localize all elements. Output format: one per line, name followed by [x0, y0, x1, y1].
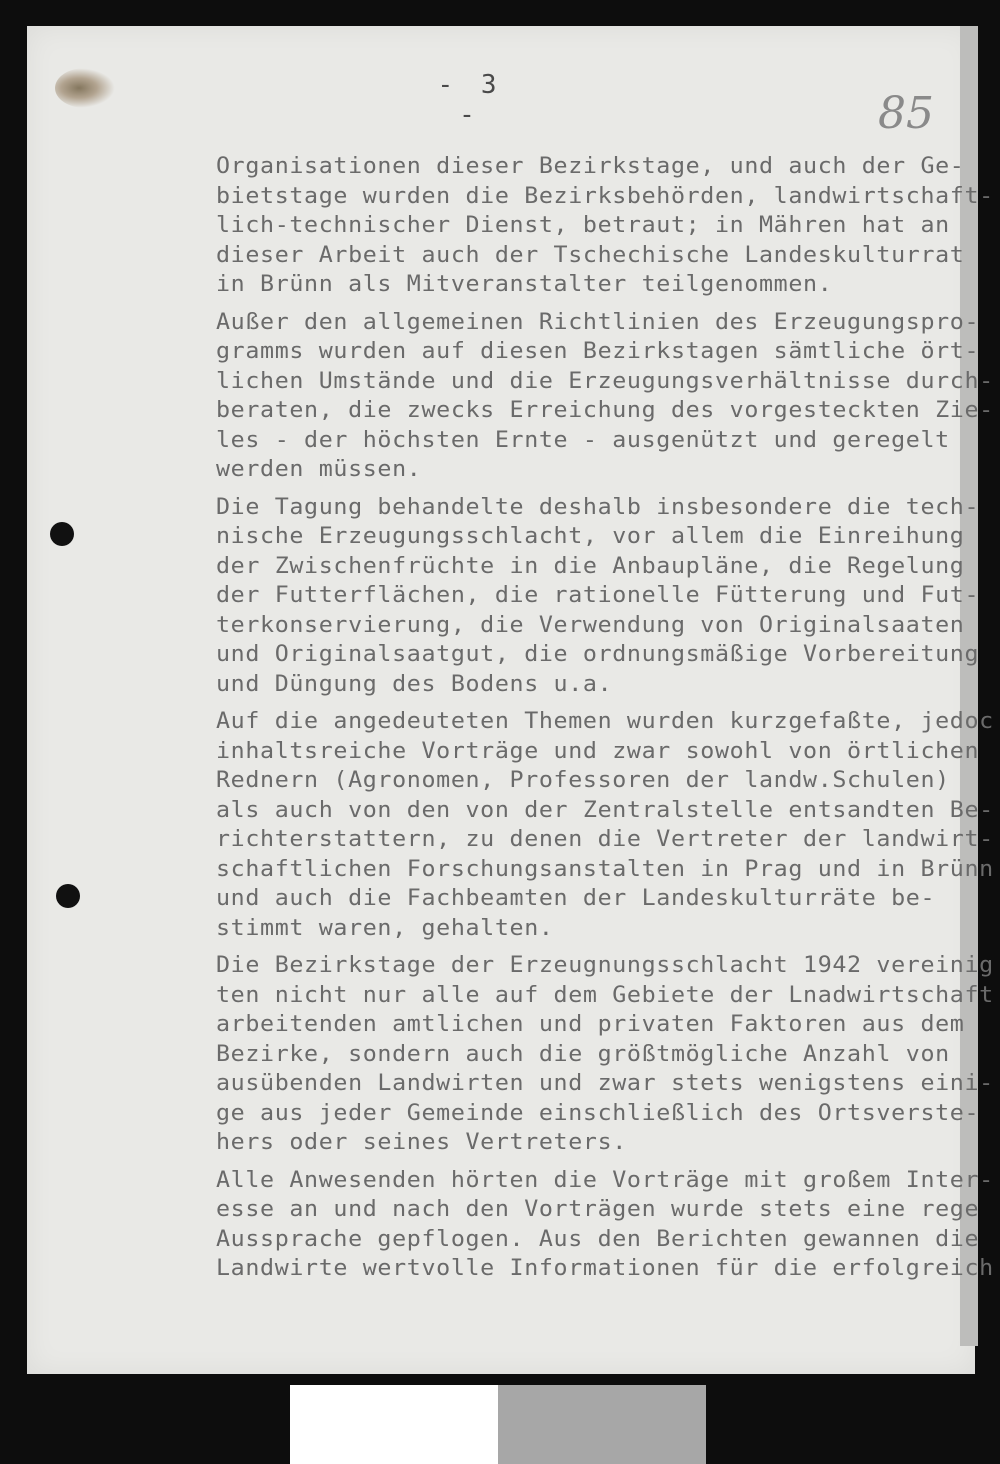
text-line: Alle Anwesenden hörten die Vorträge mit großem Inter-	[216, 1167, 994, 1193]
text-line: Aussprache gepflogen. Aus den Berichten gewannen die	[216, 1226, 980, 1252]
text-line: Landwirte wertvolle Informationen für die erfolgreich	[216, 1256, 994, 1281]
text-line: gramms wurden auf diesen Bezirkstagen sämtliche ört-	[216, 339, 980, 364]
text-line: Rednern (Agronomen, Professoren der landw.Schulen)	[216, 768, 950, 793]
text-line: lich-technischer Dienst, betraut; in Mähren hat an	[216, 213, 950, 238]
text-line: nische Erzeugungsschlacht, vor allem die Einreihung	[216, 524, 965, 549]
typewritten-body-text	[216, 152, 994, 1292]
text-line: der Zwischenfrüchte in die Anbaupläne, die Regelung	[216, 553, 965, 579]
text-line: der Futterflächen, die rationelle Fütterung und Fut-	[216, 583, 980, 608]
punch-hole-upper	[50, 522, 74, 546]
text-line: und Düngung des Bodens u.a.	[216, 671, 613, 697]
rust-stain	[55, 68, 115, 108]
text-line: stimmt waren, gehalten.	[216, 915, 554, 941]
text-line: inhaltsreiche Vorträge und zwar sowohl von örtlichen	[216, 738, 980, 764]
calibration-grey-patch	[498, 1385, 706, 1464]
text-line: Auf die angedeuteten Themen wurden kurzgefaßte, jedoc	[216, 709, 994, 734]
text-line: Außer den allgemeinen Richtlinien des Erzeugungspro-	[216, 309, 980, 335]
text-line: und auch die Fachbeamten der Landeskulturräte be-	[216, 886, 936, 911]
text-line: in Brünn als Mitveranstalter teilgenommen.	[216, 272, 833, 297]
text-line: und Originalsaatgut, die ordnungsmäßige Vorbereitung	[216, 642, 980, 667]
paragraph	[216, 308, 994, 485]
scanner-calibration-bar	[290, 1385, 706, 1464]
text-line: ge aus jeder Gemeinde einschließlich des Ortsverste-	[216, 1100, 980, 1126]
text-line: schaftlichen Forschungsanstalten in Prag und in Brünn	[216, 856, 994, 882]
text-line: bietstage wurden die Bezirksbehörden, landwirtschaft-	[216, 183, 994, 209]
text-line: dieser Arbeit auch der Tschechische Landeskulturrat	[216, 242, 965, 268]
punch-hole-lower	[56, 884, 80, 908]
text-line: terkonservierung, die Verwendung von Originalsaaten	[216, 612, 965, 638]
text-line: beraten, die zwecks Erreichung des vorgesteckten Zie-	[216, 398, 994, 423]
text-line: werden müssen.	[216, 457, 422, 482]
text-line: ten nicht nur alle auf dem Gebiete der Lnadwirtschaft	[216, 982, 994, 1008]
text-line: als auch von den von der Zentralstelle entsandten Be-	[216, 797, 994, 823]
text-line: Die Bezirkstage der Erzeugnungsschlacht 1942 vereinig	[216, 953, 994, 978]
handwritten-folio-number: 85	[878, 88, 934, 139]
paragraph	[216, 493, 986, 700]
text-line: Organisationen dieser Bezirkstage, und auch der Ge-	[216, 154, 965, 179]
text-line: esse an und nach den Vorträgen wurde stets eine rege	[216, 1197, 980, 1222]
text-line: Bezirke, sondern auch die größtmögliche Anzahl von	[216, 1041, 950, 1067]
paragraph	[216, 1166, 994, 1284]
paragraph	[216, 152, 994, 300]
page-number: - 3 -	[437, 70, 503, 130]
text-line: ausübenden Landwirten und zwar stets wenigstens eini-	[216, 1071, 994, 1096]
text-line: arbeitenden amtlichen und privaten Faktoren aus dem	[216, 1012, 965, 1037]
text-line: hers oder seines Vertreters.	[216, 1130, 627, 1155]
text-line: lichen Umstände und die Erzeugungsverhältnisse durch-	[216, 368, 994, 394]
text-line: les - der höchsten Ernte - ausgenützt und geregelt	[216, 427, 950, 453]
text-line: Die Tagung behandelte deshalb insbesondere die tech-	[216, 494, 980, 520]
paragraph	[216, 707, 994, 943]
paragraph	[216, 951, 994, 1158]
text-line: richterstattern, zu denen die Vertreter der landwirt-	[216, 827, 994, 852]
